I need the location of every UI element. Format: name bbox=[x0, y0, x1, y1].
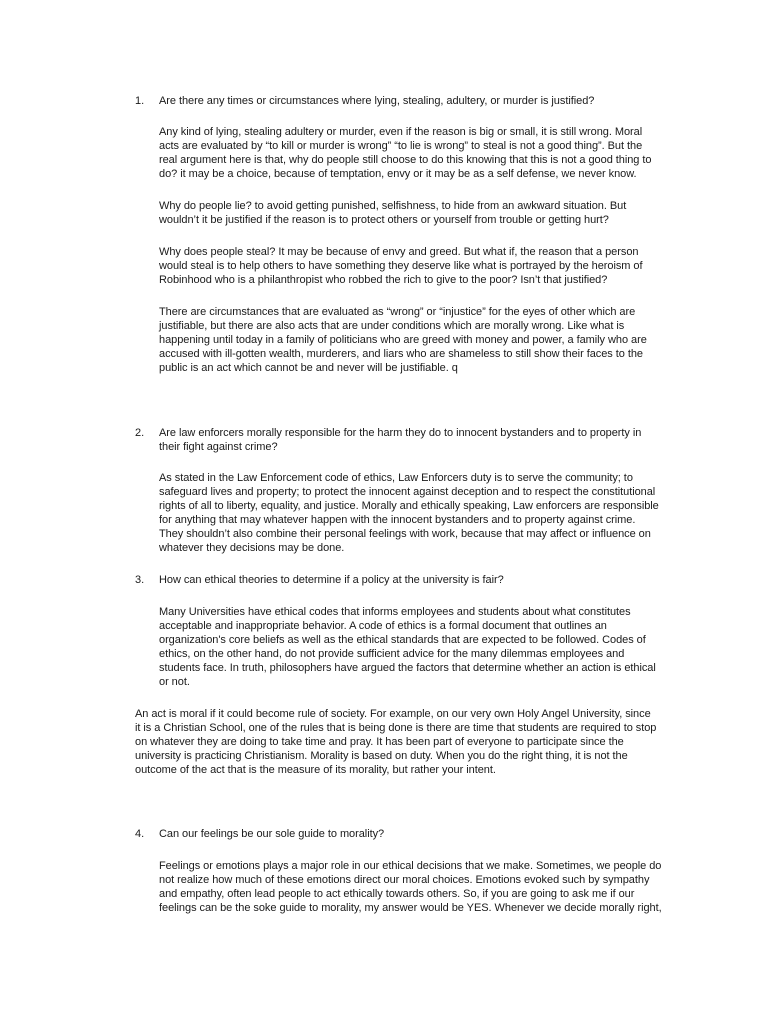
text-line: Feelings or emotions plays a major role in our ethical decisions that we make. Sometimes, we people do bbox=[159, 860, 662, 872]
question-line: Are there any times or circumstances where lying, stealing, adultery, or murder is justified? bbox=[159, 95, 595, 107]
text-line: would steal is to help others to have something they deserve like what is portrayed by the heroism of bbox=[159, 260, 643, 272]
text-line: Why do people lie? to avoid getting punished, selfishness, to hide from an awkward situation. But bbox=[159, 200, 627, 212]
text-line: ethics, on the other hand, do not provide sufficient advice for the many dilemmas employees and bbox=[159, 648, 625, 660]
text-line: acts are evaluated by “to kill or murder is wrong” “to lie is wrong” to steal is not a good thing”. But the bbox=[159, 140, 643, 152]
text-line: not realize how much of these emotions direct our moral choices. Emotions evoked such by sympathy bbox=[159, 874, 650, 886]
question-number: 1. bbox=[135, 95, 145, 107]
text-line: public is an act which cannot be and never will be justifiable. q bbox=[159, 362, 458, 374]
text-line: There are circumstances that are evaluated as “wrong” or “injustice” for the eyes of other which are bbox=[159, 306, 636, 318]
text-line: justifiable, but there are also acts that are under conditions which are morally wrong. Like what is bbox=[159, 320, 625, 332]
text-line: or not. bbox=[159, 676, 190, 688]
text-line: Why does people steal? It may be because of envy and greed. But what if, the reason that a person bbox=[159, 246, 639, 258]
answer-paragraph bbox=[159, 605, 656, 689]
question-number: 2. bbox=[135, 427, 145, 439]
text-line: real argument here is that, why do people still choose to do this knowing that this is not a good thing to bbox=[159, 154, 652, 166]
answer-paragraph bbox=[159, 305, 647, 375]
text-line: They shouldn’t also combine their personal feelings with work, because that may affect or influence on bbox=[159, 528, 651, 540]
text-line: Any kind of lying, stealing adultery or murder, even if the reason is big or small, it is still wrong. Moral bbox=[159, 126, 643, 138]
answer-paragraph bbox=[159, 125, 651, 181]
text-line: it is a Christian School, one of the rules that is being done is there are time that students are required to stop bbox=[135, 722, 657, 734]
text-line: As stated in the Law Enforcement code of ethics, Law Enforcers duty is to serve the community; to bbox=[159, 472, 633, 484]
question-number: 3. bbox=[135, 574, 145, 586]
text-line: Robinhood who is a philanthropist who robbed the rich to give to the poor? Isn’t that justified? bbox=[159, 274, 608, 286]
text-line: university is practicing Christianism. Morality is based on duty. When you do the right thing, it is not the bbox=[135, 750, 628, 762]
text-line: outcome of the act that is the measure of its morality, but rather your intent. bbox=[135, 764, 496, 776]
text-line: for anything that may whatever happen with the innocent bystanders and to property against crime. bbox=[159, 514, 636, 526]
text-line: wouldn’t it be justified if the reason is to protect others or yourself from trouble or getting hurt? bbox=[159, 214, 609, 226]
text-line: safeguard lives and property; to protect the innocent against deception and to respect the constitutional bbox=[159, 486, 656, 498]
question-line: Can our feelings be our sole guide to morality? bbox=[159, 828, 385, 840]
text-line: students face. In truth, philosophers have argued the factors that determine whether an action is ethical bbox=[159, 662, 656, 674]
question-text bbox=[159, 94, 594, 108]
text-line: acceptable and inappropriate behavior. A code of ethics is a formal document that outlines an bbox=[159, 620, 607, 632]
question-line: their fight against crime? bbox=[159, 441, 278, 453]
text-line: do? it may be a choice, because of temptation, envy or it may be as a self defense, we never know. bbox=[159, 168, 637, 180]
answer-paragraph bbox=[159, 859, 662, 915]
text-line: organization's core beliefs as well as the ethical standards that are expected to be followed. Codes of bbox=[159, 634, 646, 646]
text-line: and empathy, often lead people to act ethically towards others. So, if you are going to ask me if our bbox=[159, 888, 635, 900]
question-line: Are law enforcers morally responsible for the harm they do to innocent bystanders and to property in bbox=[159, 427, 642, 439]
text-line: Many Universities have ethical codes that informs employees and students about what constitutes bbox=[159, 606, 631, 618]
text-line: on whatever they are doing to take time and pray. It has been part of everyone to participate since the bbox=[135, 736, 624, 748]
question-text bbox=[159, 573, 504, 587]
question-text bbox=[159, 827, 384, 841]
question-number: 4. bbox=[135, 828, 145, 840]
question-text bbox=[159, 426, 641, 454]
text-line: feelings can be the soke guide to morality, my answer would be YES. Whenever we decide morally right, bbox=[159, 902, 662, 914]
answer-paragraph bbox=[159, 199, 626, 227]
answer-paragraph bbox=[135, 707, 656, 777]
answer-paragraph bbox=[159, 471, 659, 555]
text-line: rights of all to liberty, equality, and justice. Morally and ethically speaking, Law enforcers are responsible bbox=[159, 500, 659, 512]
text-line: happening until today in a family of politicians who are greed with money and power, a family who are bbox=[159, 334, 647, 346]
text-line: accused with ill-gotten wealth, murderers, and liars who are shameless to still show their faces to the bbox=[159, 348, 643, 360]
answer-paragraph bbox=[159, 245, 643, 287]
question-line: How can ethical theories to determine if a policy at the university is fair? bbox=[159, 574, 504, 586]
text-line: whatever they decisions may be done. bbox=[159, 542, 345, 554]
text-line: An act is moral if it could become rule of society. For example, on our very own Holy Angel University, since bbox=[135, 708, 651, 720]
